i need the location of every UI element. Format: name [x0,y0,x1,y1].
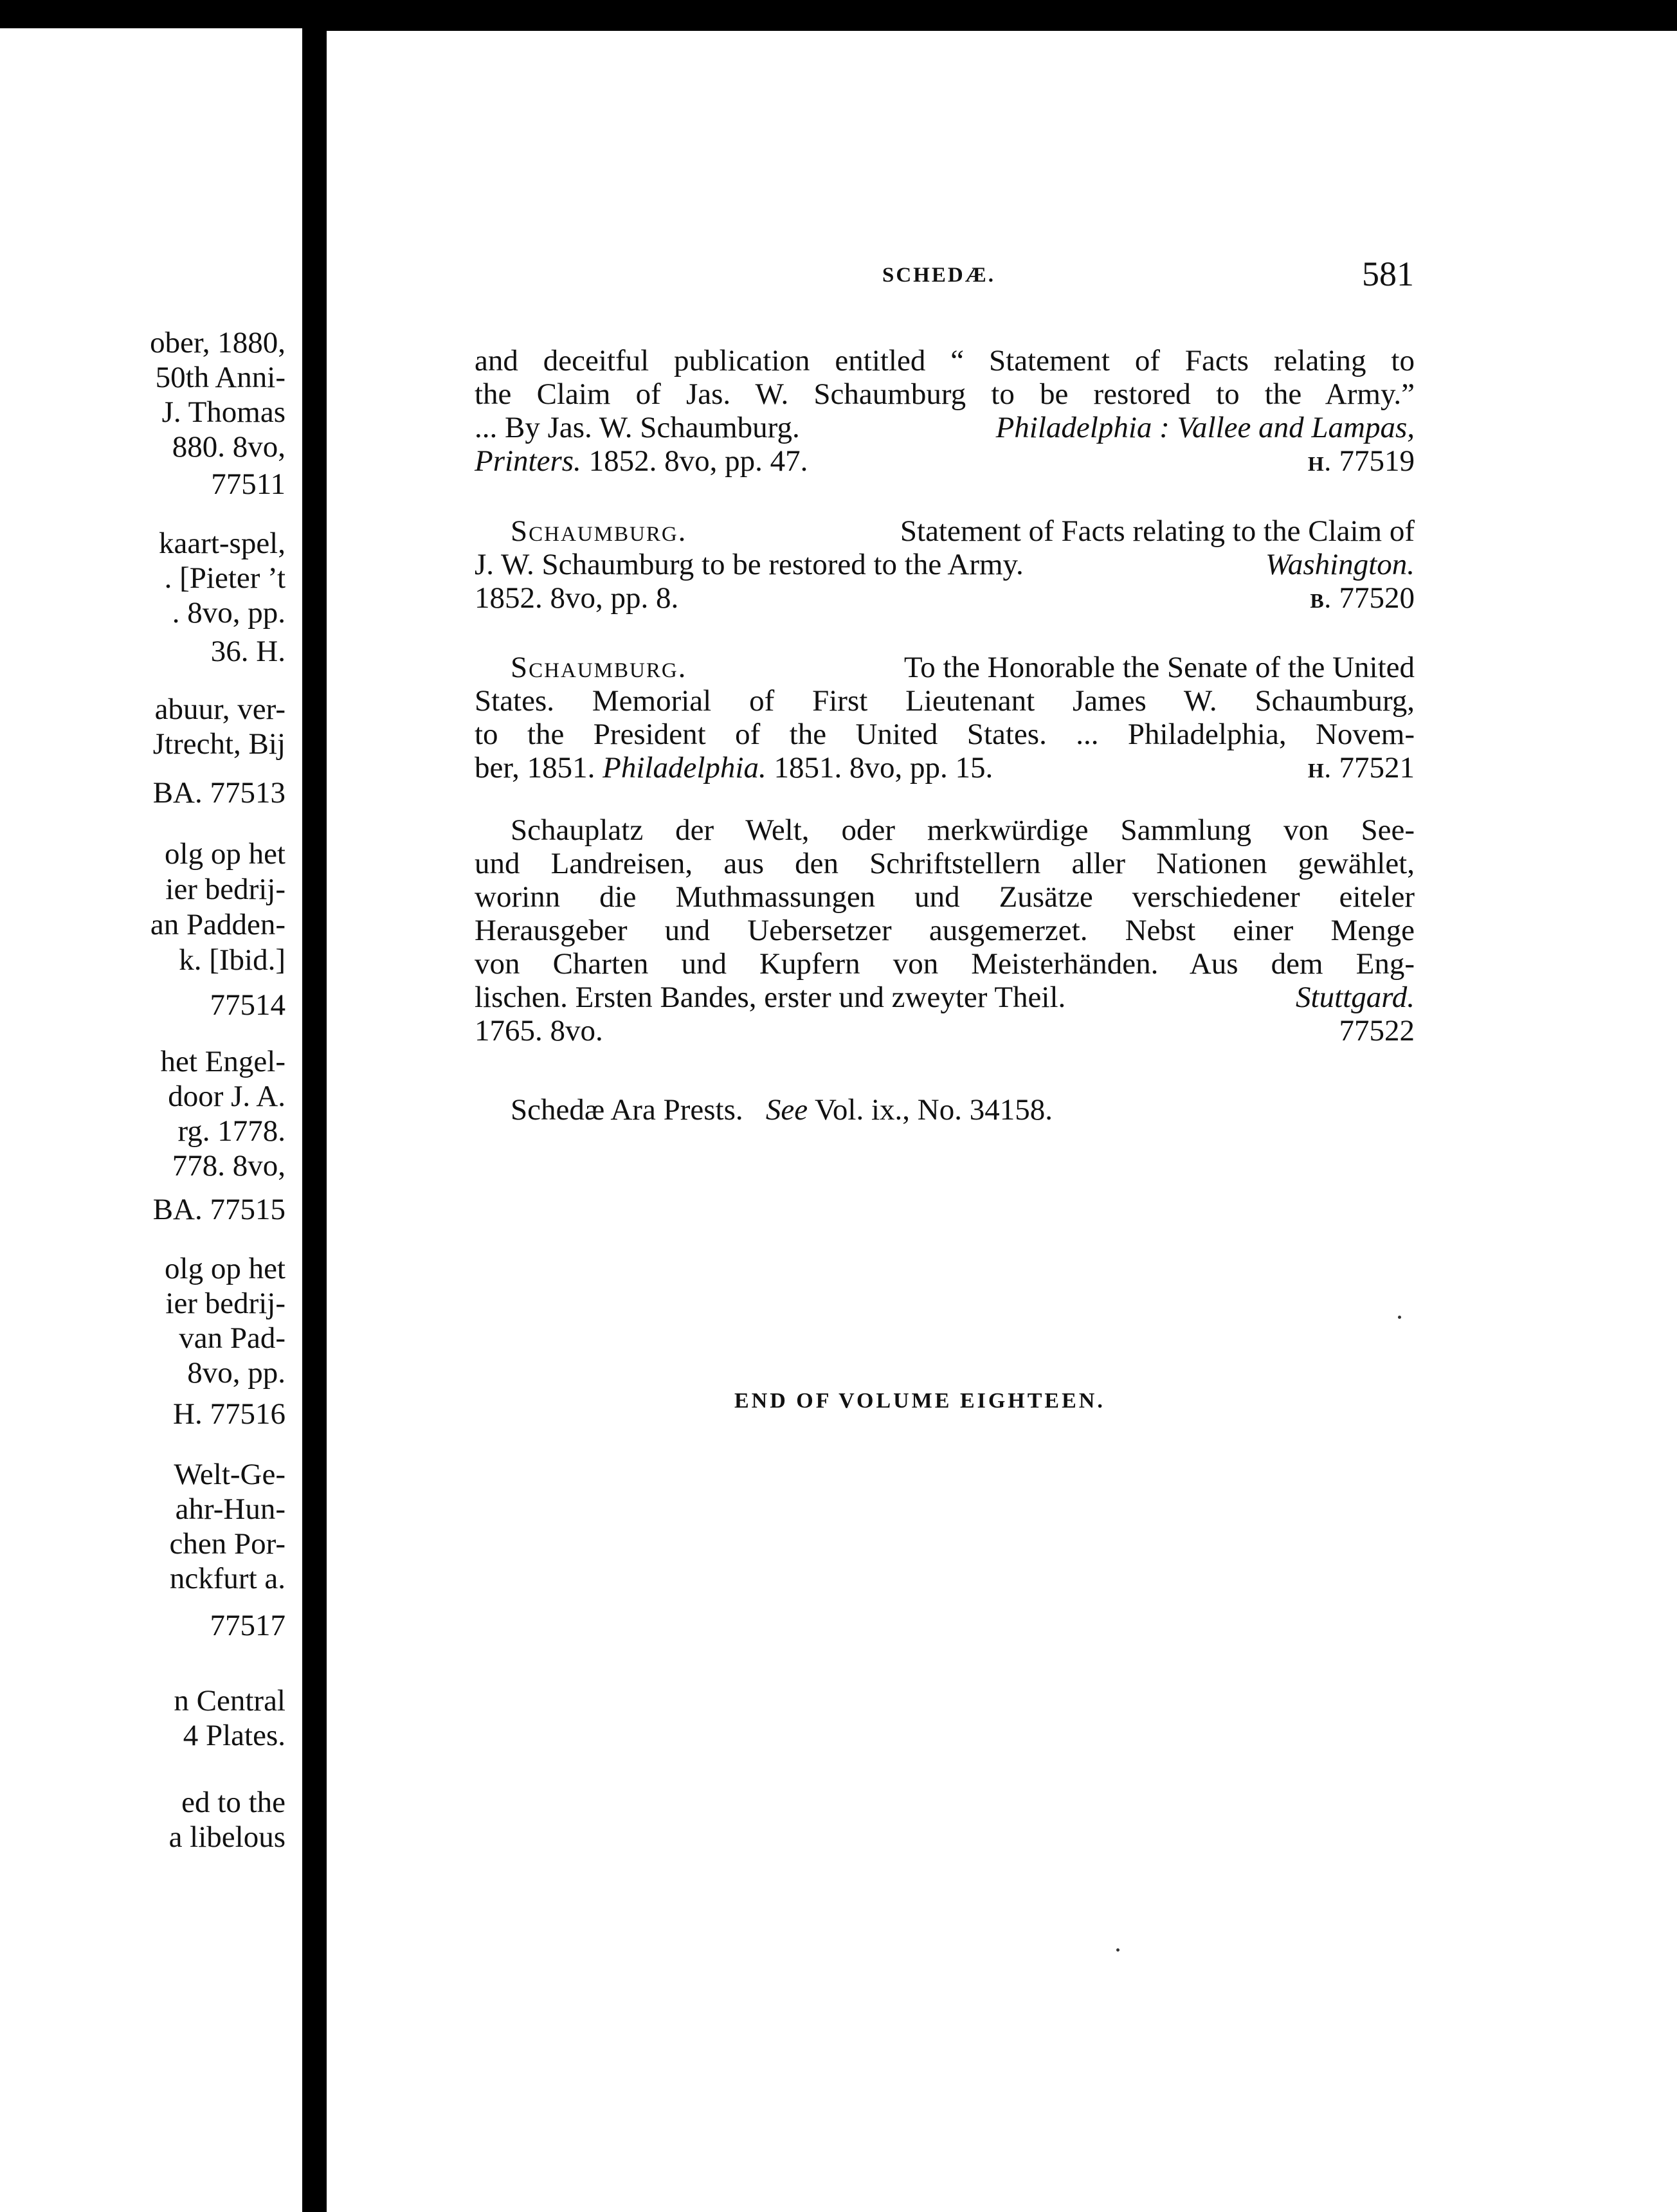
entry-line: Schauplatz der Welt, oder merkwürdige Sammlung von See- [511,813,1415,847]
entry-line: von Charten und Kupfern von Meisterhänden. Aus dem Eng- [475,947,1415,981]
entry-line [475,651,1415,684]
left-page-line: ier bedrij- [165,1287,286,1320]
entry-77520 [475,514,1415,617]
entry-heading: Schaumburg. [511,651,687,684]
print-speck [1116,1948,1120,1952]
entry-imprint: Philadelphia. [603,751,766,784]
page-number: 581 [1362,255,1414,293]
left-page-line: k. [Ibid.] [179,943,286,977]
entry-text: ber, 1851. [475,751,595,784]
entry-77522 [475,813,1415,1047]
left-page-line: olg op het [165,837,286,871]
entry-imprint: Philadelphia : Vallee and Lampas, [995,411,1415,444]
entry-line [475,444,1415,480]
entry-text: 1852. 8vo, pp. 47. [588,444,808,478]
left-page-line: 77517 [210,1609,286,1642]
left-page-line: 36. H. [210,635,286,668]
entry-line [475,581,1415,617]
entry-text: 1852. 8vo, pp. 8. [475,581,679,615]
left-page-line: kaart-spel, [158,527,286,560]
entry-line [475,514,1415,548]
left-page-line: ier bedrij- [165,873,286,906]
left-page-line: . 8vo, pp. [172,596,286,630]
entry-line [475,1093,1415,1127]
left-page-line: H. 77516 [173,1397,286,1431]
left-page-line: Jtrecht, Bij [152,727,286,761]
entry-line: und Landreisen, aus den Schriftstellern aller Nationen gewählet, [475,847,1415,880]
entry-number: 77520 [1339,581,1415,615]
entry-line: and deceitful publication entitled “ Statement of Facts relating to [475,344,1415,377]
page-gutter [302,0,327,2212]
entry-number: 77522 [1339,1014,1415,1047]
left-page-line: 4 Plates. [183,1719,286,1752]
entry-line [475,1014,1415,1047]
left-page-line: an Padden- [150,908,286,941]
library-code: H. [1307,759,1332,782]
left-page-line: ober, 1880, [150,326,286,359]
left-page-line: a libelous [168,1820,286,1854]
left-page-line: 77511 [211,467,286,501]
entry-text: 1851. 8vo, pp. 15. [774,751,993,784]
left-page-line: 77514 [210,988,286,1022]
entry-line [475,548,1415,581]
entry-imprint: Washington. [1265,548,1415,581]
entry-line [475,981,1415,1014]
library-code: B. [1310,589,1332,612]
left-page-line: 8vo, pp. [187,1356,286,1390]
left-page-line: . [Pieter ’t [164,561,286,595]
entry-heading: Schaumburg. [511,514,687,548]
entry-text: lischen. Ersten Bandes, erster und zweyter Theil. [475,981,1066,1014]
entry-line [475,411,1415,444]
left-page-line: nckfurt a. [169,1562,286,1595]
entry-line: Herausgeber und Uebersetzer ausgemerzet. Nebst einer Menge [475,914,1415,947]
entry-text: ... By Jas. W. Schaumburg. [475,411,800,444]
left-page-line: BA. 77515 [152,1193,286,1226]
entry-77521 [475,651,1415,787]
entry-imprint: Printers. [475,444,581,478]
entry-number: 77519 [1339,444,1415,478]
running-head: SCHEDÆ. [882,264,995,287]
entry-text: Schedæ Ara Prests. [511,1093,743,1127]
left-page-fragment [0,28,302,2212]
left-page-line: rg. 1778. [177,1114,286,1148]
entry-imprint: Stuttgard. [1296,981,1415,1014]
left-page-line: olg op het [165,1252,286,1285]
left-page-line: n Central [174,1684,286,1718]
entry-number: 77521 [1339,751,1415,784]
library-code: H. [1307,452,1332,475]
left-page-line: het Engel- [160,1045,286,1078]
entry-line: worinn die Muthmassungen und Zusätze verschiedener eiteler [475,880,1415,914]
entry-text: To the Honorable the Senate of the United [903,651,1415,684]
left-page-line: abuur, ver- [154,693,286,726]
entry-line: the Claim of Jas. W. Schaumburg to be restored to the Army.” [475,377,1415,411]
left-page-line: J. Thomas [161,395,286,429]
print-speck [1398,1316,1401,1319]
entry-line: States. Memorial of First Lieutenant James W. Schaumburg, [475,684,1415,718]
entry-text: Vol. ix., No. 34158. [815,1093,1053,1127]
entry-cross-reference [475,1093,1415,1127]
left-page-line: ed to the [181,1786,286,1819]
left-page-line: van Pad- [179,1321,286,1355]
left-page-line: BA. 77513 [152,776,286,810]
left-page-line: Welt-Ge- [174,1458,286,1491]
entry-line: to the President of the United States. ... Philadelphia, Novem- [475,718,1415,751]
left-page-line: chen Por- [169,1527,286,1561]
left-page-line: door J. A. [168,1080,286,1113]
entry-text: 1765. 8vo. [475,1014,603,1047]
see-reference: See [765,1093,808,1127]
left-page-line: 880. 8vo, [172,430,286,464]
entry-line [475,751,1415,787]
left-page-line: ahr-Hun- [175,1492,286,1526]
end-of-volume-note: END OF VOLUME EIGHTEEN. [734,1389,1105,1413]
entry-text: J. W. Schaumburg to be restored to the Army. [475,548,1024,581]
left-page-line: 50th Anni- [155,361,286,394]
entry-text: Statement of Facts relating to the Claim of [900,514,1415,548]
entry-77519 [475,344,1415,480]
left-page-line: 778. 8vo, [172,1149,286,1183]
